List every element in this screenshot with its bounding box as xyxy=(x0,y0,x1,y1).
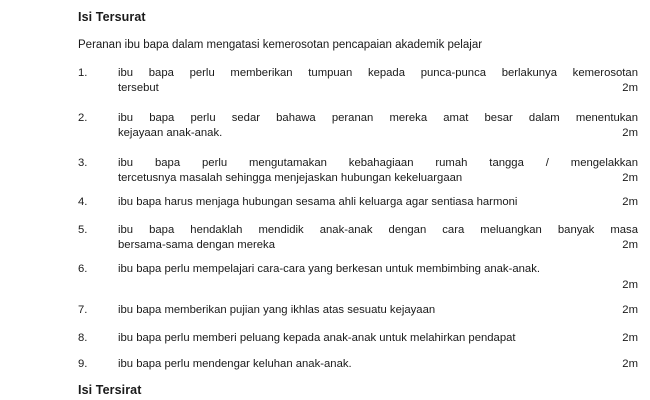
intro-statement: Peranan ibu bapa dalam mengatasi kemerosotan pencapaian akademik pelajar xyxy=(78,39,483,51)
item-number: 2. xyxy=(78,112,88,124)
mark-label: 2m xyxy=(622,304,638,316)
item-text-line: ibu bapa harus menjaga hubungan sesama ahli keluarga agar sentiasa harmoni xyxy=(118,196,518,208)
item-text-line: tercetusnya masalah sehingga menjejaskan hubungan kekeluargaan xyxy=(118,172,463,184)
item-text-line: ibu bapa perlu mengutamakan kebahagiaan rumah tangga / mengelakkan xyxy=(118,157,638,169)
item-number: 3. xyxy=(78,157,88,169)
item-text-line: kejayaan anak-anak. xyxy=(118,127,223,139)
item-text-line: ibu bapa hendaklah mendidik anak-anak dengan cara meluangkan banyak masa xyxy=(118,224,638,236)
item-number: 1. xyxy=(78,67,88,79)
mark-label: 2m xyxy=(622,172,638,184)
mark-label: 2m xyxy=(622,127,638,139)
item-text-line: ibu bapa memberikan pujian yang ikhlas atas sesuatu kejayaan xyxy=(118,304,436,316)
item-number: 6. xyxy=(78,263,88,275)
item-number: 7. xyxy=(78,304,88,316)
item-text-line: ibu bapa perlu mendengar keluhan anak-anak. xyxy=(118,358,352,370)
section-heading-isi-tersirat: Isi Tersirat xyxy=(78,383,142,397)
mark-label: 2m xyxy=(622,196,638,208)
item-number: 5. xyxy=(78,224,88,236)
mark-label: 2m xyxy=(622,358,638,370)
mark-label: 2m xyxy=(622,239,638,251)
section-heading-isi-tersurat: Isi Tersurat xyxy=(78,10,146,24)
item-number: 9. xyxy=(78,358,88,370)
item-number: 8. xyxy=(78,332,88,344)
item-text-line: ibu bapa perlu sedar bahawa peranan mereka amat besar dalam menentukan xyxy=(118,112,638,124)
item-text-line: tersebut xyxy=(118,82,159,94)
item-text-line: ibu bapa perlu mempelajari cara-cara yang berkesan untuk membimbing anak-anak. xyxy=(118,263,540,275)
item-number: 4. xyxy=(78,196,88,208)
mark-label: 2m xyxy=(622,279,638,291)
mark-label: 2m xyxy=(622,332,638,344)
item-text-line: bersama-sama dengan mereka xyxy=(118,239,275,251)
item-text-line: ibu bapa perlu memberikan tumpuan kepada punca-punca berlakunya kemerosotan xyxy=(118,67,638,79)
item-text-line: ibu bapa perlu memberi peluang kepada anak-anak untuk melahirkan pendapat xyxy=(118,332,516,344)
mark-label: 2m xyxy=(622,82,638,94)
